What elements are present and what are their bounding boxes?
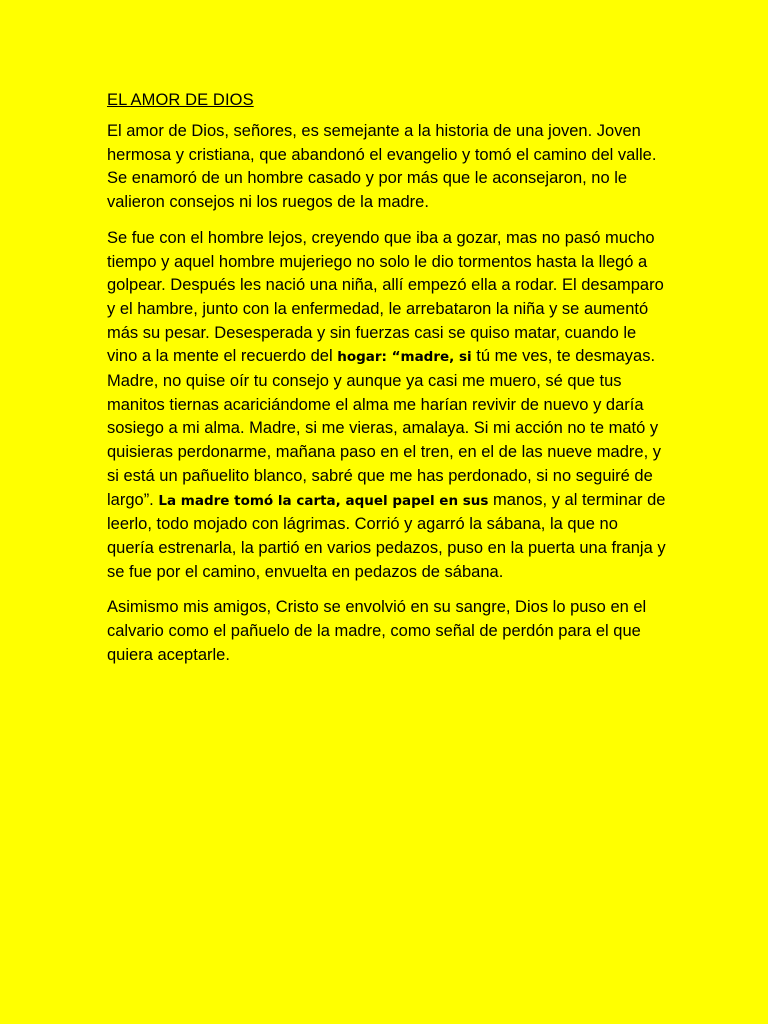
document-body (107, 88, 667, 679)
paragraph-1: El amor de Dios, señores, es semejante a la historia de una joven. Joven hermosa y cristiana, que abandonó el evangelio y tomó el camino del valle. Se enamoró de un hombre casado y por más que le aconsejaron, no le valieron consejos ni los ruegos de la madre. (107, 122, 657, 212)
paragraph-2-text-2: tú me ves, te desmayas. Madre, no quise oír tu consejo y aunque ya casi me muero, sé que tus manitos tiernas acariciándome el alma me harían revivir de nuevo y daría sosiego a mi alma. Madre, si me vieras, amalaya. Si mi acción no te mató y quisieras perdonarme, mañana paso en el tren, en el de las nueve madre, y si está un pañuelito blanco, sabré que me has perdonado, si no seguiré de largo”. (107, 347, 661, 509)
paragraph-2-bold-1: hogar: “madre, si (337, 349, 472, 366)
paragraph-3: Asimismo mis amigos, Cristo se envolvió en su sangre, Dios lo puso en el calvario como el pañuelo de la madre, como señal de perdón para el que quiera aceptarle. (107, 598, 647, 664)
paragraph-2-text-1: Se fue con el hombre lejos, creyendo que iba a gozar, mas no pasó mucho tiempo y aquel hombre mujeriego no solo le dio tormentos hasta la llegó a golpear. Después les nació una niña, allí empezó ella a rodar. El desamparo y el hambre, junto con la enfermedad, le arrebataron la niña y se aumentó más su pesar. Desesperada y sin fuerzas casi se quiso matar, cuando le vino a la mente el recuerdo del (107, 228, 664, 366)
paragraph-2 (107, 227, 667, 585)
paragraph-2-text-3: manos, y al terminar de leerlo, todo mojado con lágrimas. Corrió y agarró la sábana, la que no quería estrenarla, la partió en varios pedazos, puso en la puerta una franja y se fue por el camino, envuelta en pedazos de sábana. (107, 490, 666, 581)
document-title: EL AMOR DE DIOS (107, 91, 254, 109)
paragraph-2-bold-2: La madre tomó la carta, aquel papel en sus (158, 492, 489, 509)
